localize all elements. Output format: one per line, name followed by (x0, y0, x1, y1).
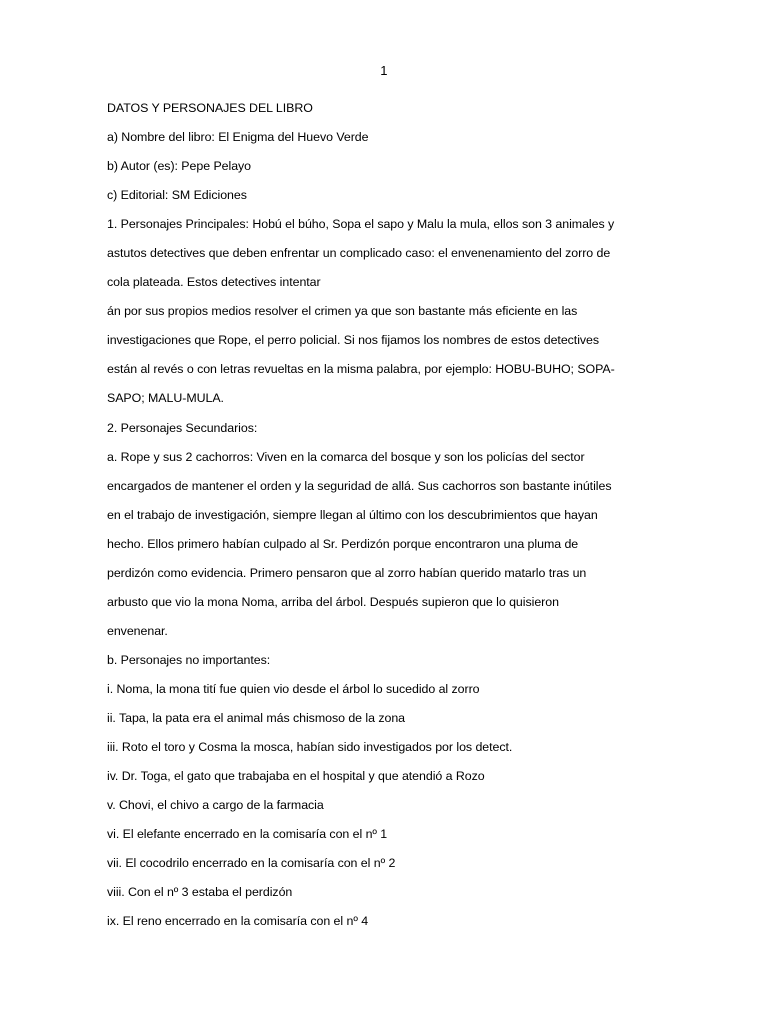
publisher-line: c) Editorial: SM Ediciones (107, 188, 247, 203)
list-item: v. Chovi, el chivo a cargo de la farmacia (107, 798, 324, 813)
document-heading: DATOS Y PERSONAJES DEL LIBRO (107, 101, 313, 115)
list-item: iv. Dr. Toga, el gato que trabajaba en el hospital y que atendió a Rozo (107, 769, 485, 784)
list-item: ix. El reno encerrado en la comisaría con el nº 4 (107, 914, 369, 929)
text-line: cola plateada. Estos detectives intentar (107, 275, 321, 290)
text-line: en el trabajo de investigación, siempre llegan al último con los descubrimientos que hayan (107, 507, 598, 522)
list-item: viii. Con el nº 3 estaba el perdizón (107, 885, 293, 900)
list-item: vi. El elefante encerrado en la comisaría con el nº 1 (107, 827, 388, 842)
text-line: envenenar. (107, 623, 168, 638)
text-line: hecho. Ellos primero habían culpado al Sr. Perdizón porque encontraron una pluma de (107, 536, 579, 551)
page-number: 1 (380, 63, 388, 78)
list-item: vii. El cocodrilo encerrado en la comisaría con el nº 2 (107, 856, 396, 871)
text-line: arbusto que vio la mona Noma, arriba del árbol. Después supieron que lo quisieron (107, 594, 559, 609)
list-item: ii. Tapa, la pata era el animal más chismoso de la zona (107, 710, 406, 725)
text-line: están al revés o con letras revueltas en la misma palabra, por ejemplo: HOBU-BUHO; SOPA- (107, 362, 615, 377)
text-line: investigaciones que Rope, el perro policial. Si nos fijamos los nombres de estos detectives (107, 333, 600, 348)
list-item: i. Noma, la mona tití fue quien vio desde el árbol lo sucedido al zorro (107, 681, 480, 696)
text-line: a. Rope y sus 2 cachorros: Viven en la comarca del bosque y son los policías del sector (107, 449, 585, 464)
text-line: SAPO; MALU-MULA. (107, 391, 224, 406)
text-line: encargados de mantener el orden y la seguridad de allá. Sus cachorros son bastante inútiles (107, 478, 612, 493)
list-item: iii. Roto el toro y Cosma la mosca, habían sido investigados por los detect. (107, 740, 513, 755)
section-heading: 2. Personajes Secundarios: (107, 420, 258, 435)
text-line: 1. Personajes Principales: Hobú el búho, Sopa el sapo y Malu la mula, ellos son 3 animales y (107, 217, 615, 232)
text-line: án por sus propios medios resolver el crimen ya que son bastante más eficiente en las (107, 304, 578, 319)
text-line: perdizón como evidencia. Primero pensaron que al zorro habían querido matarlo tras un (107, 565, 587, 580)
author-line: b) Autor (es): Pepe Pelayo (107, 159, 252, 174)
section-heading: b. Personajes no importantes: (107, 652, 271, 667)
book-title-line: a) Nombre del libro: El Enigma del Huevo Verde (107, 130, 369, 145)
document-body (107, 94, 667, 936)
text-line: astutos detectives que deben enfrentar un complicado caso: el envenenamiento del zorro de (107, 246, 611, 261)
